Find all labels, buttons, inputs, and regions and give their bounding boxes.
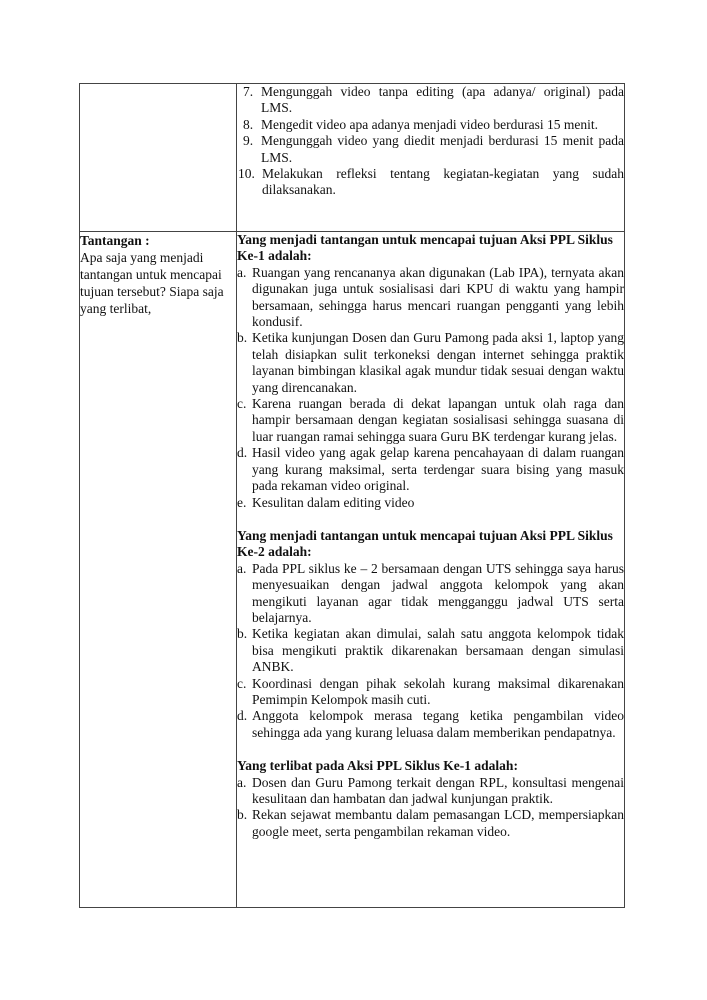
challenge-content-cell bbox=[237, 232, 625, 908]
cycle1-list bbox=[237, 265, 624, 511]
cycle2-list bbox=[237, 561, 624, 741]
list-item: a. Ruangan yang rencananya akan digunakan (Lab IPA), ternyata akan digunakan juga untuk sosialisasi dari KPU di waktu yang hampir bersamaan, sehingga harus mencari ruangan pengganti yang lebih kondusif. bbox=[237, 264, 624, 330]
list-item: d. Hasil video yang agak gelap karena pencahayaan di dalam ruangan yang kurang maksimal, serta terdengar suara bising yang masuk pada rekaman video original. bbox=[237, 445, 624, 494]
involved-heading: Yang terlibat pada Aksi PPL Siklus Ke-1 adalah: bbox=[237, 758, 518, 774]
list-item: 9. Mengunggah video yang diedit menjadi berdurasi 15 menit pada LMS. bbox=[243, 133, 624, 165]
list-item: d. Anggota kelompok merasa tegang ketika pengambilan video sehingga ada yang kurang leluasa dalam memberikan pendapatnya. bbox=[237, 708, 624, 740]
list-item: a. Dosen dan Guru Pamong terkait dengan RPL, konsultasi mengenai kesulitaan dan hambatan dan jadwal kunjungan praktik. bbox=[237, 774, 624, 806]
cycle1-heading: Yang menjadi tantangan untuk mencapai tujuan Aksi PPL Siklus Ke-1 adalah: bbox=[237, 232, 613, 264]
list-item: c. Karena ruangan berada di dekat lapangan untuk olah raga dan hampir bersamaan dengan kegiatan sosialisasi sehingga suasana di luar ruangan ramai sehingga suara Guru BK terdengar kurang jelas. bbox=[237, 396, 624, 444]
challenge-label-cell bbox=[80, 232, 237, 908]
empty-left-cell bbox=[80, 84, 237, 232]
list-item: 8. Mengedit video apa adanya menjadi video berdurasi 15 menit. bbox=[243, 116, 599, 132]
cycle2-heading: Yang menjadi tantangan untuk mencapai tujuan Aksi PPL Siklus Ke-2 adalah: bbox=[237, 527, 613, 560]
steps-cell bbox=[237, 84, 625, 232]
list-item: 10. Melakukan refleksi tentang kegiatan-kegiatan yang sudah dilaksanakan. bbox=[238, 166, 624, 198]
list-item: b. Ketika kunjungan Dosen dan Guru Pamong pada aksi 1, laptop yang telah disiapkan sulit terkoneksi dengan internet sehingga praktik layanan bimbingan klasikal agak mundur tidak sesuai dengan waktu yang direncanakan. bbox=[237, 330, 624, 395]
list-item: e. Kesulitan dalam editing video bbox=[237, 494, 415, 510]
list-item: b. Ketika kegiatan akan dimulai, salah satu anggota kelompok tidak bisa mengikuti praktik dikarenakan bersamaan dengan simulasi ANBK. bbox=[237, 626, 624, 675]
content-table bbox=[79, 83, 625, 908]
table-row-challenge bbox=[80, 232, 625, 908]
table-row-steps bbox=[80, 84, 625, 232]
challenge-label: Tantangan : bbox=[80, 233, 150, 248]
challenge-question: Apa saja yang menjadi tantangan untuk mencapai tujuan tersebut? Siapa saja yang terlibat, bbox=[80, 250, 224, 316]
list-item: c. Koordinasi dengan pihak sekolah kurang maksimal dikarenakan Pemimpin Kelompok masih cuti. bbox=[237, 675, 624, 707]
list-item: a. Pada PPL siklus ke – 2 bersamaan dengan UTS sehingga saya harus menyesuaikan dengan jadwal anggota kelompok yang akan mengikuti layanan agar tidak mengganggu jadwal UTS serta belajarnya. bbox=[237, 560, 624, 625]
involved-list bbox=[237, 775, 624, 841]
list-item: 7. Mengunggah video tanpa editing (apa adanya/ original) pada LMS. bbox=[243, 84, 624, 116]
list-item: b. Rekan sejawat membantu dalam pemasangan LCD, mempersiapkan google meet, serta pengambilan rekaman video. bbox=[237, 807, 624, 839]
steps-list bbox=[237, 84, 624, 199]
